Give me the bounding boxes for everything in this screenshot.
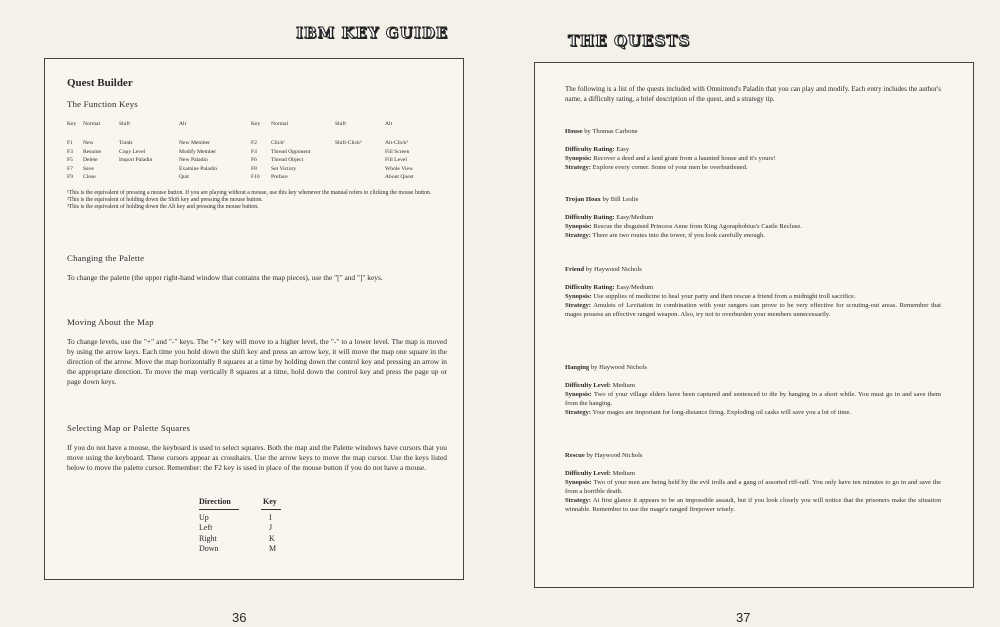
col-header: Alt [385,121,393,127]
palette-text: To change the palette (the upper right-hand window that contains the map pieces), use the "[" and "]" keys. [67,273,383,282]
alt-cell: Fill Screen [385,148,410,155]
selecting-text: If you do not have a mouse, the keyboard is used to select squares. Both the map and the Palette windows have cursors that you move using the keyboard. These cursors appear as crosshairs. Use the arrow keys to move the map cursor. Use the keys listed below to move the palette cursor. Remember: the F2 key is used in place of the mouse button if you do not have a mouse. [67,443,447,472]
shift-cell: Copy Level [119,148,146,155]
page-header: IBM KEY GUIDE [296,24,449,42]
difficulty-value: Easy/Medium [616,284,654,291]
normal-column [83,139,101,182]
key-cell: F3 [67,148,73,155]
moving-text: To change levels, use the "+" and "-" keys. The "+" key will move to a higher level, the "-" to a lower level. The map is moved by using the arrow keys. Each time you hold down the shift key and press an arrow key, it will move the map one square in the direction of the arrow. Move the map horizontally 8 squares at a time by holding down the control key and pressing an arrow in the appropriate direction. To move the map vertically 8 squares at a time, hold down the control key and press the page up or page down keys. [67,337,447,386]
synopsis-text: Two of your village elders have been captured and sentenced to die by hanging in a short while. You must go in and save them from the hanging. [565,391,942,407]
normal-cell: Save [83,165,94,172]
alt-cell: Alt-Click³ [385,140,408,146]
synopsis-text: Rescue the disguised Princess Anne from King Agoraphobius's Castle Recluse. [593,223,802,230]
footnote: ²This is the equivalent of holding down the Shift key and pressing the mouse button. [67,197,263,204]
direction-key-table [199,497,299,567]
difficulty-label: Difficulty Rating: [565,284,615,291]
key-cell: F7 [67,165,73,172]
quest-author: by Haywood Nichols [585,266,642,273]
normal-cell: Preface [271,174,288,181]
right-page [510,0,1000,627]
alt-cell: Quit [179,174,189,181]
normal-cell: Thread Opponent [271,148,311,155]
section-title: Quest Builder [67,77,133,89]
key-cell: F6 [251,157,257,164]
alt-cell: Whole View [385,165,413,172]
header-rule [261,509,281,510]
difficulty-label: Difficulty Rating: [565,146,615,153]
strategy-text: Explore every corner. Some of your men be overburdened. [592,164,748,171]
key-cell: F8 [251,165,257,172]
alt-cell: Examine Paladin [179,165,218,172]
key-cell: F1 [67,140,73,146]
footnote: ³This is the equivalent of holding down the Alt key and pressing the mouse button. [67,204,259,211]
alt-column [385,139,413,182]
strategy-text: There are two routes into the tower, if you look carefully enough. [592,232,765,239]
key-cell: I [269,513,272,522]
direction-header: Direction [199,497,231,506]
col-header: Key [67,121,77,127]
quest-name: House [565,128,583,135]
strategy-label: Strategy: [565,302,591,309]
key-column [251,139,260,182]
difficulty-value: Medium [612,382,635,389]
strategy-text: At first glance it appears to be an impossible assault, but if you look closely you will notice that the prisoners make the situation winnable. Remember to use the mage's ranged firepower wisely. [565,497,941,513]
direction-cell: Down [199,544,219,554]
normal-cell: Close [83,174,96,181]
left-page [0,0,490,627]
strategy-label: Strategy: [565,497,591,504]
page-number: 36 [232,610,247,625]
key-cell: M [269,544,277,554]
direction-cell: Left [199,523,213,533]
quest-entry [565,195,941,240]
intro-paragraph: The following is a list of the quests included with Omnitrend's Paladin that you can play and modify. Each entry includes the author's name, a difficulty rating, a brief description of the quest, and a strategy tip. [565,85,941,103]
content-box [534,62,974,588]
normal-column [271,139,310,182]
shift-cell: Shift-Click² [335,140,362,146]
col-header: Normal [271,121,289,127]
difficulty-label: Difficulty Level: [565,382,611,389]
quest-entry [565,265,941,319]
synopsis-text: Use supplies of medicine to heal your party and then rescue a friend from a midnight troll sacrifice. [593,293,856,300]
direction-cell: Right [199,533,217,543]
alt-cell: Fill Level [385,157,407,164]
difficulty-value: Easy [616,146,630,153]
quest-entry [565,451,941,514]
quest-entry [565,127,941,172]
quest-author: by Thomas Carbone [584,128,638,135]
strategy-label: Strategy: [565,232,591,239]
key-cell: J [269,523,273,533]
page-header: THE QUESTS [568,32,691,50]
key-cell: F5 [67,157,73,164]
quest-author: by Bill Leslie [602,196,639,203]
synopsis-label: Synopsis: [565,155,592,162]
palette-heading: Changing the Palette [67,253,145,263]
difficulty-label: Difficulty Level: [565,470,611,477]
synopsis-text: Recover a deed and a land grant from a haunted house and it's yours! [593,155,776,162]
direction-cell: Up [199,513,209,522]
function-keys-table-left [67,121,252,181]
key-cell: F4 [251,148,257,155]
shift-column [119,139,152,165]
col-header: Shift [119,121,130,127]
shift-cell: Totals [119,140,133,146]
normal-cell: Resume [83,148,102,155]
synopsis-label: Synopsis: [565,223,592,230]
synopsis-label: Synopsis: [565,293,592,300]
col-header: Normal [83,121,101,127]
quest-name: Trojan Hoax [565,196,601,203]
footnotes [67,190,447,212]
difficulty-value: Easy/Medium [616,214,654,221]
function-keys-table-right [251,121,451,181]
intro-text [565,85,941,104]
page-number: 37 [736,610,751,625]
difficulty-label: Difficulty Rating: [565,214,615,221]
synopsis-text: Two of your men are being held by the evil trolls and a gang of assorted riff-raff. You only have ten minutes to go in and save the from a horrible death. [565,479,941,495]
key-cell: K [269,533,275,543]
key-cell: F10 [251,174,260,181]
key-header: Key [263,497,277,506]
quest-author: by Haywood Nichols [586,452,643,459]
key-column [67,139,73,182]
strategy-text: Your mages are important for long-distance firing. Exploding oil casks will save you a lot of time. [592,409,852,416]
normal-cell: Delete [83,157,98,164]
strategy-text: Amulets of Levitation in combination with your rangers can prove to be very effective for scouting-out areas. Remember that mages possess an effective ranged weapon. Also, try not to overburden your members unnecessarily. [565,302,941,318]
quest-author: by Haywood Nichols [590,364,647,371]
shift-cell: Import Paladin [119,157,153,164]
moving-heading: Moving About the Map [67,317,154,327]
alt-column [179,139,217,182]
synopsis-label: Synopsis: [565,479,592,486]
normal-cell: Thread Object [271,157,304,164]
col-header: Alt [179,121,187,127]
synopsis-label: Synopsis: [565,391,592,398]
key-cell: F9 [67,174,73,181]
normal-cell: Click¹ [271,140,285,146]
col-header: Shift [335,121,346,127]
normal-cell: New [83,140,94,146]
selecting-heading: Selecting Map or Palette Squares [67,423,191,433]
content-box [44,58,464,580]
strategy-label: Strategy: [565,409,591,416]
shift-column [335,139,362,148]
alt-cell: New Paladin [179,157,208,164]
alt-cell: New Member [179,140,210,146]
key-cell: F2 [251,140,257,146]
normal-cell: Set Victory [271,165,297,172]
quest-entry [565,363,941,417]
strategy-label: Strategy: [565,164,591,171]
quest-name: Rescue [565,452,585,459]
footnote: ¹This is the equivalent of pressing a mouse button. If you are playing without a mouse, use this key whenever the manual refers to clicking the mouse button. [67,190,432,196]
direction-column [199,513,219,555]
difficulty-value: Medium [612,470,635,477]
col-header: Key [251,121,261,127]
alt-cell: About Quest [385,174,414,181]
alt-cell: Modify Member [179,148,217,155]
header-rule [199,509,239,510]
function-keys-heading: The Function Keys [67,99,138,109]
key-column [269,513,276,555]
quest-name: Friend [565,266,585,273]
quest-name: Hanging [565,364,590,371]
